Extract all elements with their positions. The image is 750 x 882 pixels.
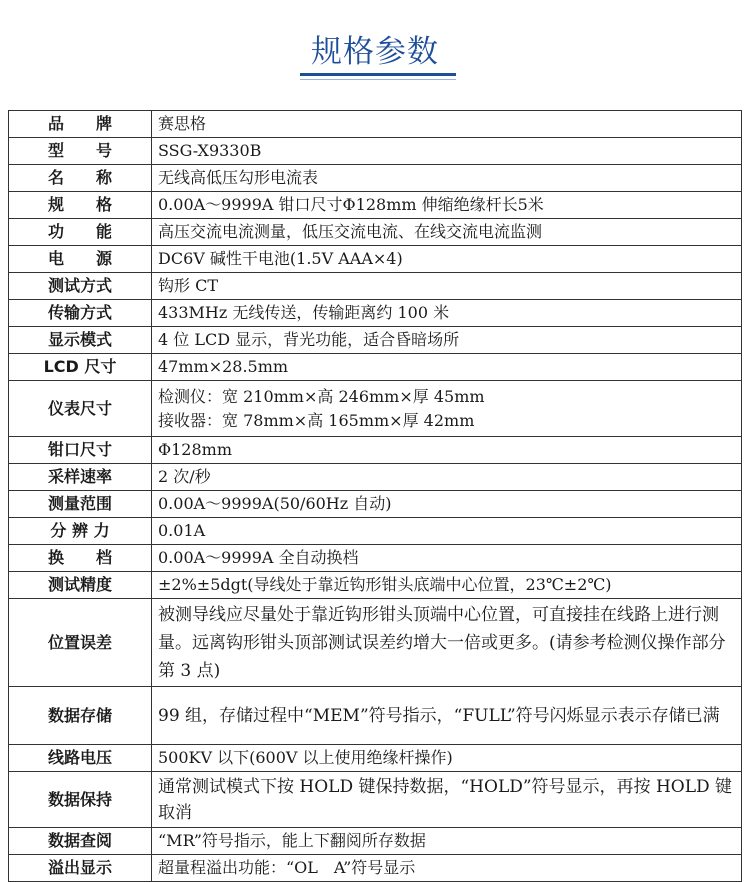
table-row [9,300,742,327]
table-row [9,111,742,138]
table-row [9,855,742,882]
row-label: 规 格 [9,192,152,219]
row-label: 位置误差 [9,599,152,687]
row-value: 0.00A～9999A 全自动换档 [152,545,742,572]
row-label: 数据存储 [9,687,152,745]
row-label: 传输方式 [9,300,152,327]
row-label: 采样速率 [9,464,152,491]
table-row [9,246,742,273]
header [0,0,750,100]
row-value: 赛思格 [152,111,742,138]
table-row [9,545,742,572]
row-value: 47mm×28.5mm [152,354,742,381]
row-value: SSG-X9330B [152,138,742,165]
table-row [9,687,742,745]
spec-table [8,110,742,882]
table-row [9,772,742,828]
row-label: LCD 尺寸 [9,354,152,381]
row-value-line: 检测仪：宽 210mm×高 246mm×厚 45mm [158,386,485,406]
row-label: 溢出显示 [9,855,152,882]
table-row [9,491,742,518]
table-row [9,165,742,192]
table-row [9,518,742,545]
row-value: 2 次/秒 [152,464,742,491]
title-underline [300,73,456,76]
table-row [9,192,742,219]
table-row [9,745,742,772]
row-label: 测量范围 [9,491,152,518]
table-row [9,219,742,246]
row-value: 被测导线应尽量处于靠近钩形钳头顶端中心位置，可直接挂在线路上进行测量。远离钩形钳头顶部测试误差约增大一倍或更多。(请参考检测仪操作部分第 3 点) [152,599,742,687]
row-label: 品 牌 [9,111,152,138]
row-value: 433MHz 无线传送，传输距离约 100 米 [152,300,742,327]
row-value: “MR”符号指示，能上下翻阅所存数据 [152,828,742,855]
table-row [9,437,742,464]
page-title: 规格参数 [311,34,439,70]
row-value: ±2%±5dgt(导线处于靠近钩形钳头底端中心位置，23℃±2℃) [152,572,742,599]
row-label: 显示模式 [9,327,152,354]
row-value: 0.00A～9999A(50/60Hz 自动) [152,491,742,518]
row-value-line: 接收器：宽 78mm×高 165mm×厚 42mm [158,410,475,430]
row-label: 钳口尺寸 [9,437,152,464]
row-value: 无线高低压勾形电流表 [152,165,742,192]
row-label: 线路电压 [9,745,152,772]
row-value: 500KV 以下(600V 以上使用绝缘杆操作) [152,745,742,772]
table-row [9,572,742,599]
row-value: 超量程溢出功能：“OL A”符号显示 [152,855,742,882]
row-value: 通常测试模式下按 HOLD 键保持数据，“HOLD”符号显示，再按 HOLD 键取消 [152,772,742,828]
table-row [9,464,742,491]
table-row [9,327,742,354]
row-label: 数据查阅 [9,828,152,855]
row-value: DC6V 碱性干电池(1.5V AAA×4) [152,246,742,273]
row-label: 电 源 [9,246,152,273]
title-underline-thin [300,79,456,80]
row-label: 名 称 [9,165,152,192]
row-value: 钩形 CT [152,273,742,300]
row-value: Φ128mm [152,437,742,464]
row-value [152,381,742,437]
table-row [9,138,742,165]
row-value: 0.00A～9999A 钳口尺寸Φ128mm 伸缩绝缘杆长5米 [152,192,742,219]
row-label: 数据保持 [9,772,152,828]
row-label: 测试精度 [9,572,152,599]
table-row [9,354,742,381]
table-row [9,381,742,437]
row-label: 测试方式 [9,273,152,300]
row-label: 分 辨 力 [9,518,152,545]
row-value: 0.01A [152,518,742,545]
row-label: 功 能 [9,219,152,246]
row-label: 仪表尺寸 [9,381,152,437]
row-value: 4 位 LCD 显示，背光功能，适合昏暗场所 [152,327,742,354]
table-row [9,273,742,300]
row-label: 换 档 [9,545,152,572]
row-value: 99 组，存储过程中“MEM”符号指示，“FULL”符号闪烁显示表示存储已满 [152,687,742,745]
row-value: 高压交流电流测量，低压交流电流、在线交流电流监测 [152,219,742,246]
row-label: 型 号 [9,138,152,165]
table-row [9,828,742,855]
table-row [9,599,742,687]
